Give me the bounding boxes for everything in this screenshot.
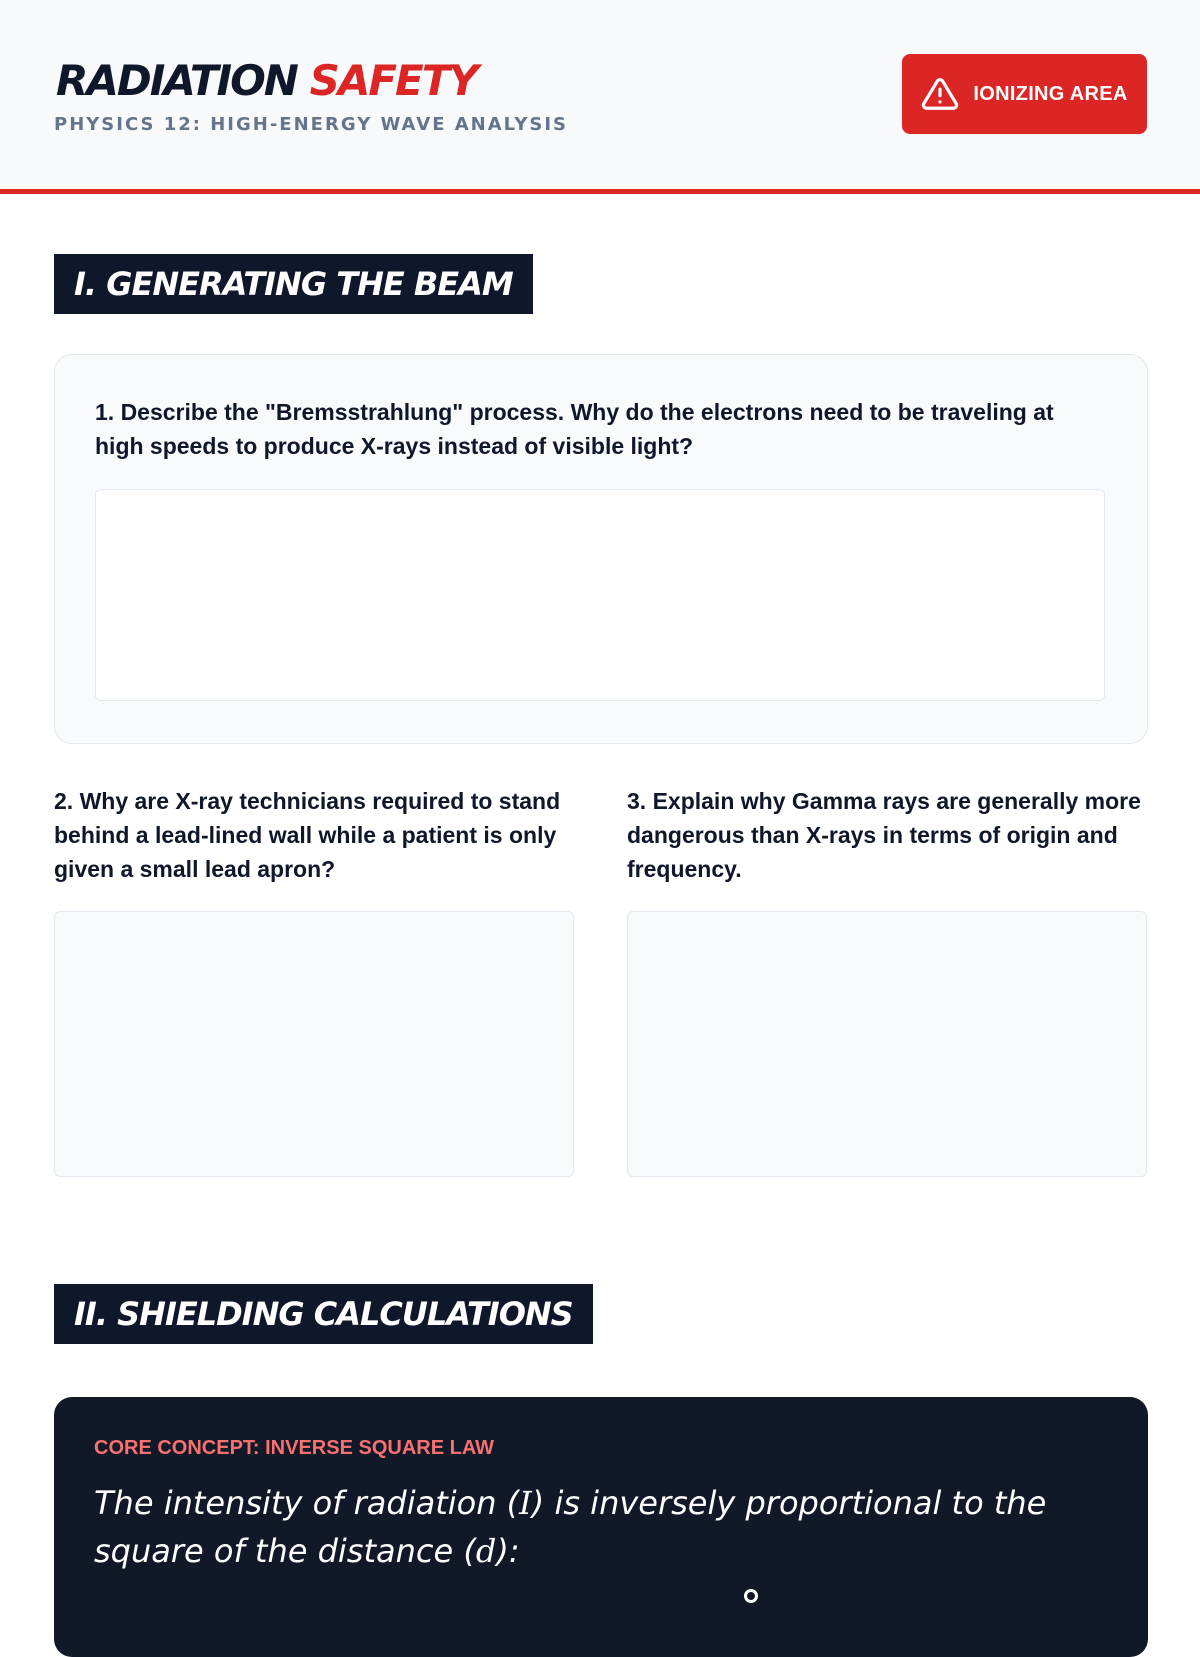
title-word-radiation: RADIATION: [56, 56, 297, 105]
worksheet-title: [56, 56, 477, 106]
question-2: 2. Why are X-ray technicians required to stand behind a lead-lined wall while a patient is only given a small lead apron?: [54, 788, 561, 882]
formula-glyph: [744, 1589, 758, 1603]
statement-part-2: ) is inversely proportional to the square of the distance (: [94, 1484, 1047, 1570]
page-header: [0, 0, 1200, 194]
question-3: 3. Explain why Gamma rays are generally more dangerous than X-rays in terms of origin and frequency.: [627, 788, 1141, 882]
statement-part-1: The intensity of radiation (: [94, 1484, 520, 1522]
distance-variable: d: [475, 1532, 497, 1570]
answer-box-3[interactable]: [627, 911, 1147, 1177]
question-card-1: [54, 354, 1148, 744]
answer-box-2[interactable]: [54, 911, 574, 1177]
warning-triangle-icon: [921, 75, 959, 113]
core-concept-box: [54, 1397, 1148, 1657]
core-concept-label: CORE CONCEPT: INVERSE SQUARE LAW: [94, 1437, 495, 1459]
ionizing-area-badge[interactable]: [902, 54, 1147, 134]
course-subtitle: PHYSICS 12: HIGH-ENERGY WAVE ANALYSIS: [54, 114, 569, 135]
answer-box-1[interactable]: [95, 489, 1105, 701]
section-heading-shielding-calculations: II. SHIELDING CALCULATIONS: [54, 1284, 593, 1344]
title-word-safety: SAFETY: [309, 56, 477, 105]
inverse-square-law-statement: [94, 1479, 1104, 1575]
intensity-variable: I: [519, 1484, 532, 1522]
ionizing-area-label: IONIZING AREA: [973, 82, 1128, 105]
statement-part-3: ):: [496, 1532, 520, 1570]
section-heading-generating-beam: I. GENERATING THE BEAM: [54, 254, 533, 314]
question-1: 1. Describe the "Bremsstrahlung" process. Why do the electrons need to be traveling at high speeds to produce X-rays instead of visible light?: [95, 399, 1054, 459]
